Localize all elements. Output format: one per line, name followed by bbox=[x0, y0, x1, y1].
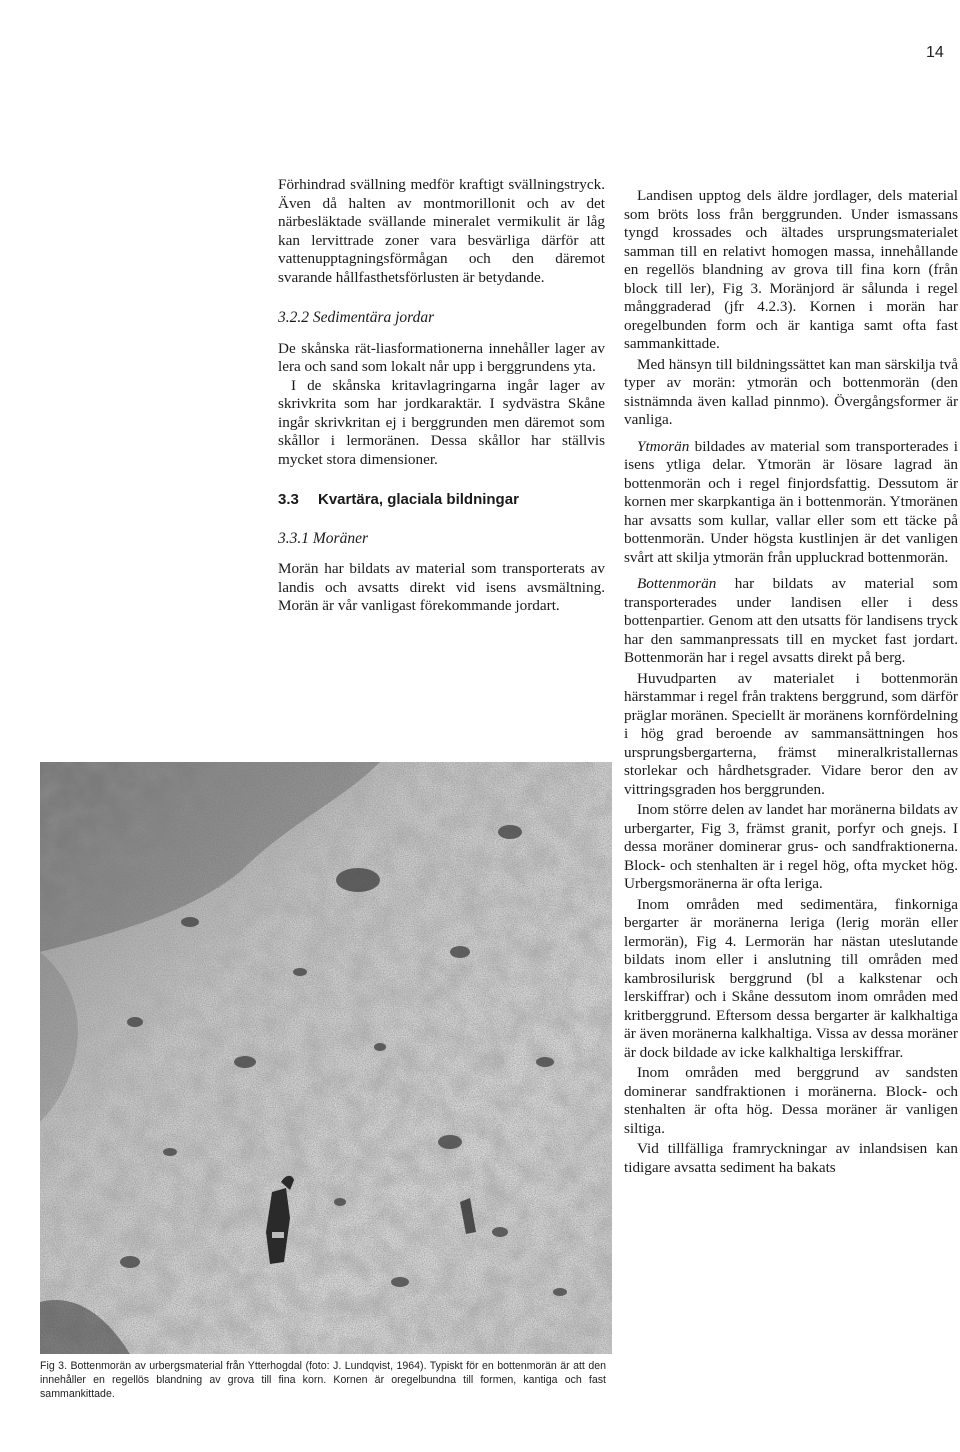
paragraph-landisen: Landisen upptog dels äldre jordlager, dels material som bröts loss från berggrunden. Under ismassans tyngd krossades och ältades ursprungsmaterialet samman till en relativt homogen massa, innehållande en regellös blandning av grova till fina korn (från block till ler), Fig 3. Moränjord är sålunda i regel månggraderad (jfr 4.2.3). Kornen i morän har oregelbunden form och är kantiga samt ofta fast sammankittade. bbox=[624, 187, 958, 352]
till-photo-image bbox=[40, 762, 612, 1354]
term-ytmoran: Ytmorän bbox=[637, 437, 690, 455]
left-column bbox=[278, 176, 605, 616]
paragraph-sandsten: Inom områden med berggrund av sandsten dominerar sandfraktionen i moränerna. Block- och stenhalten är ofta hög. Dessa moräner är vanligen siltiga. bbox=[624, 1064, 958, 1137]
figure-photo bbox=[40, 762, 612, 1354]
section-title: Kvartära, glaciala bildningar bbox=[318, 491, 519, 508]
paragraph-urbergarter: Inom större delen av landet har moränerna bildats av urbergarter, Fig 3, främst granit, porfyr och gnejs. I dessa moräner dominerar grus- och sandfraktionerna. Block- och stenhalten är i regel hög, ofta mycket hög. Urbergsmoränerna är ofta leriga. bbox=[624, 801, 958, 892]
paragraph-rat-lias: De skånska rät-liasformationerna innehåller lager av lera och sand som lokalt når upp i berggrundens yta. bbox=[278, 339, 605, 375]
term-bottenmoran: Bottenmorän bbox=[637, 575, 717, 592]
paragraph-huvudparten: Huvudparten av materialet i bottenmorän härstammar i regel från traktens berggrund, som därför präglar moränen. Speciellt är moränens kornfördelning i hög grad beroende av sammansättningen hos ursprungsbergarterna, främst mineralkristallernas storlekar och hårdhetsgrader. Vidare beror den av vittringsgraden hos berggrunden. bbox=[624, 669, 959, 798]
paragraph-typer: Med hänsyn till bildningssättet kan man särskilja två typer av morän: ytmorän och bottenmorän (den sistnämnda även kallad pinnmo). Övergångsformer är vanliga. bbox=[624, 355, 958, 428]
right-column bbox=[624, 187, 958, 1177]
paragraph-ytmoran: Ytmorän bildades av material som transporterades i isens ytliga delar. Ytmorän är lösare lagrad än bottenmorän och i regel finjordsfattig. Dessutom är kornen mer skarpkantiga än i bottenmorän. Ytmoränen har avsatts som kullar, vallar eller som ett täcke på bottenmorän. Under högsta kustlinjen är det vanligen svårt att skilja ytmorän från uppluckrad bottenmorän. bbox=[624, 437, 958, 566]
paragraph-sedimentara: Inom områden med sedimentära, finkorniga bergarter är moränerna leriga (lerig morän eller lermorän), Fig 4. Lermorän har nästan uteslutande bildats inom eller i anslutning till områden med kambrosilurisk berggrund (bl a kalkstenar och lerskiffrar) och i Skåne dessutom inom områden med kritberggrund. Eftersom dessa bergarter är kalkhaltiga är även moränerna kalkhaltiga. Vissa av dessa moräner är dock bildade av icke kalkhaltiga lerskiffrar. bbox=[624, 895, 958, 1061]
paragraph-bottenmoran: Bottenmorän har bildats av material som transporterades under landisen eller i dess bottenpartier. Genom att den utsatts för landisens tryck har den sammanpressats till en mycket fast jordart. Bottenmorän har i regel avsatts direkt på berg. bbox=[624, 575, 958, 666]
intro-paragraph: Förhindrad svällning medför kraftigt svällningstryck. Även då halten av montmorillonit och av det närbesläktade svällande mineralet vermikulit är låg kan lervittrade zoner vara besvärliga därför att vattenupptagningsförmågan och den däremot svarande hållfasthetsförlusten är betydande. bbox=[278, 176, 605, 286]
page-number: 14 bbox=[926, 44, 944, 61]
section-number: 3.3 bbox=[278, 491, 299, 508]
section-heading-3-3 bbox=[278, 491, 605, 510]
figure-caption: Fig 3. Bottenmorän av urbergsmaterial från Ytterhogdal (foto: J. Lundqvist, 1964). Typiskt för en bottenmorän är att den innehåller en regellös blandning av grova till fina korn. Kornen är oregelbundna till formen, kantiga och fast sammankittade. bbox=[40, 1360, 606, 1400]
subsection-heading-3-3-1: 3.3.1 Moräner bbox=[278, 529, 368, 547]
paragraph-moran-intro: Morän har bildats av material som transporterats av landis och avsatts direkt vid isens avsmältning. Morän är vår vanligast förekommande jordart. bbox=[278, 560, 605, 614]
subsection-heading-3-2-2: 3.2.2 Sedimentära jordar bbox=[278, 309, 435, 326]
paragraph-framryckningar: Vid tillfälliga framryckningar av inlandsisen kan tidigare avsatta sediment ha bakats bbox=[624, 1140, 958, 1176]
paragraph-kritavlagringar: I de skånska kritavlagringarna ingår lager av skrivkrita som har jordkaraktär. I sydvästra Skåne ingår skrivkritan ej i berggrunden men däremot som skållor i lermoränen. Dessa skållor har ställvis mycket stora dimensioner. bbox=[278, 376, 605, 468]
